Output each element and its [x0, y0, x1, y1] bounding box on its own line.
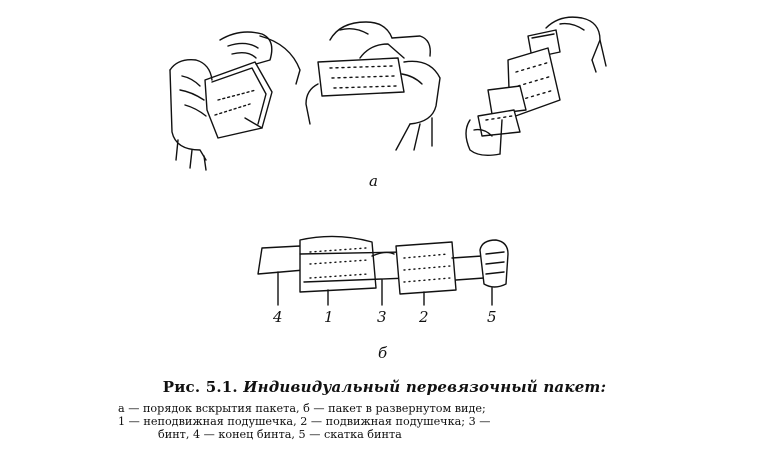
- caption-prefix: Рис. 5.1.: [162, 378, 238, 396]
- opening-step-3-drawing: [466, 17, 606, 155]
- part-number-2: 2: [419, 308, 429, 326]
- part-number-4: 4: [273, 308, 283, 326]
- bandage-end: [258, 246, 304, 274]
- opening-step-2-drawing: [306, 22, 440, 150]
- caption-line-1: а — порядок вскрытия пакета, б — пакет в развернутом виде;: [118, 402, 486, 415]
- opening-step-1-drawing: [170, 32, 300, 170]
- caption-line-2: 1 — неподвижная подушечка, 2 — подвижная подушечка; 3 —: [118, 415, 491, 428]
- panel-a-label: а: [369, 172, 378, 190]
- part-number-5: 5: [487, 308, 497, 326]
- part-number-3: 3: [377, 308, 387, 326]
- figure-caption-title: [0, 378, 769, 396]
- caption-title-text: Индивидуальный перевязочный пакет:: [243, 378, 607, 396]
- figure-caption-body: [118, 402, 638, 441]
- part-number-1: 1: [324, 308, 334, 326]
- panel-b-label: б: [378, 344, 388, 362]
- caption-line-3: бинт, 4 — конец бинта, 5 — скатка бинта: [158, 428, 402, 441]
- movable-pad: [396, 242, 456, 294]
- unrolled-packet-drawing: [258, 236, 508, 305]
